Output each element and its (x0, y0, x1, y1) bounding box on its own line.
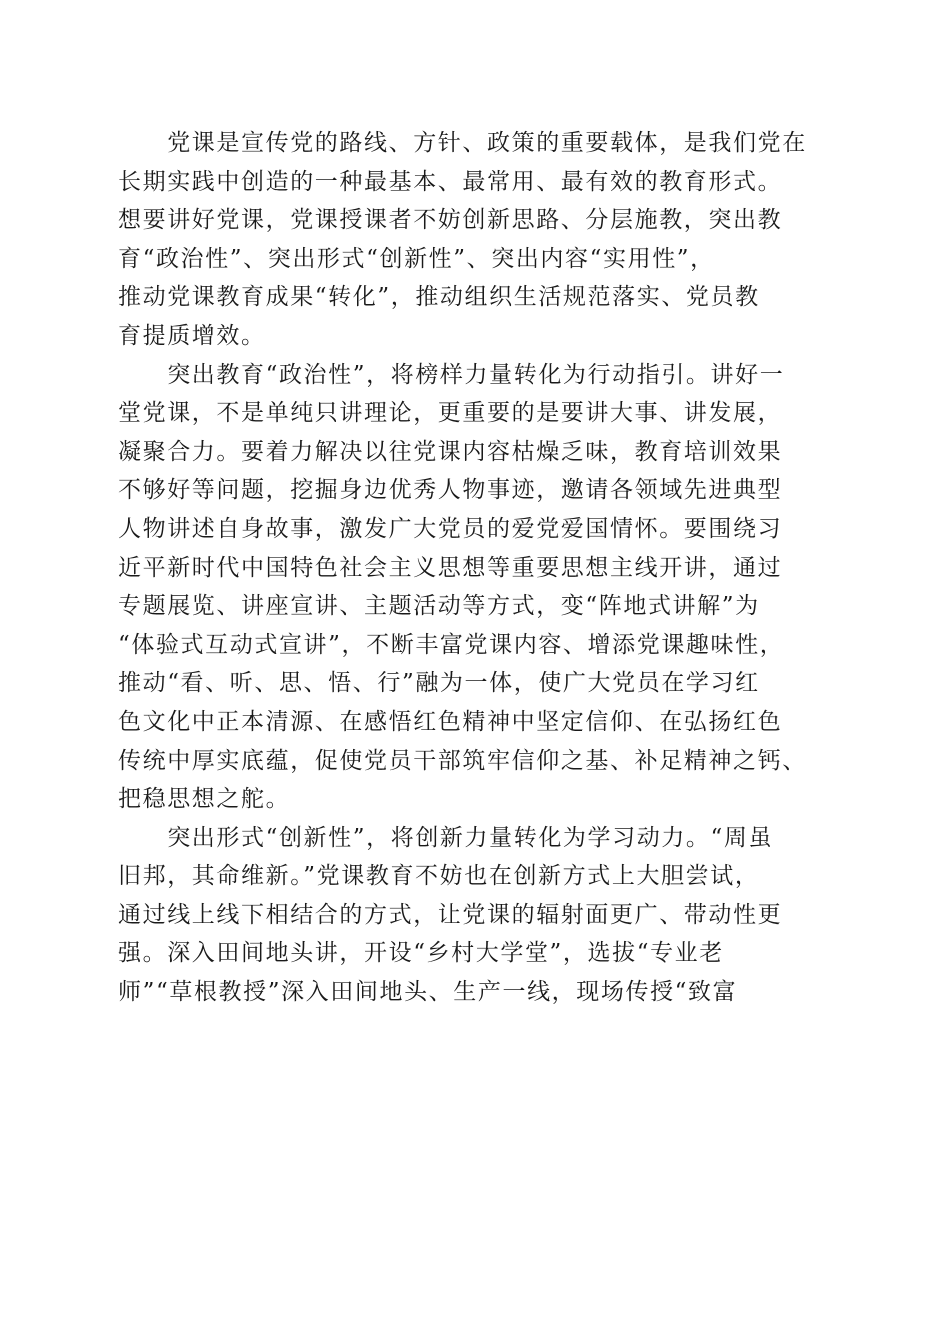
text-line: 推动党课教育成果“转化”，推动组织生活规范落实、党员教 (118, 284, 760, 311)
text-line: 旧邦，其命维新。”党课教育不妨也在创新方式上大胆尝试， (118, 863, 760, 890)
paragraph-1 (118, 124, 830, 356)
text-line: 推动“看、听、思、悟、行”融为一体，使广大党员在学习红 (118, 670, 760, 697)
paragraph-2 (118, 356, 830, 819)
text-line: 堂党课，不是单纯只讲理论，更重要的是要讲大事、讲发展， (118, 400, 783, 427)
text-line: 传统中厚实底蕴，促使党员干部筑牢信仰之基、补足精神之钙、 (118, 747, 807, 774)
text-line: 不够好等问题，挖掘身边优秀人物事迹，邀请各领域先进典型 (118, 477, 783, 504)
text-line: 突出教育“政治性”，将榜样力量转化为行动指引。讲好一 (118, 361, 785, 388)
text-line: 专题展览、讲座宣讲、主题活动等方式，变“阵地式讲解”为 (118, 593, 760, 620)
paragraph-3 (118, 819, 830, 1012)
text-line: 师”“草根教授”深入田间地头、生产一线，现场传授“致富 (118, 979, 738, 1006)
text-line: 想要讲好党课，党课授课者不妨创新思路、分层施教，突出教 (118, 207, 783, 234)
text-line: “体验式互动式宣讲”，不断丰富党课内容、增添党课趣味性， (118, 631, 785, 658)
text-line: 把稳思想之舵。 (118, 786, 291, 813)
text-line: 通过线上线下相结合的方式，让党课的辐射面更广、带动性更 (118, 901, 783, 928)
text-line: 长期实践中创造的一种最基本、最常用、最有效的教育形式。 (118, 168, 783, 195)
text-line: 色文化中正本清源、在感悟红色精神中坚定信仰、在弘扬红色 (118, 708, 783, 735)
text-line: 育提质增效。 (118, 322, 266, 349)
document-body (118, 124, 830, 1012)
text-line: 党课是宣传党的路线、方针、政策的重要载体，是我们党在 (118, 130, 807, 156)
text-line: 育“政治性”、突出形式“创新性”、突出内容“实用性”， (118, 245, 715, 272)
text-line: 凝聚合力。要着力解决以往党课内容枯燥乏味，教育培训效果 (118, 438, 783, 465)
text-line: 突出形式“创新性”，将创新力量转化为学习动力。“周虽 (118, 824, 774, 851)
text-line: 强。深入田间地头讲，开设“乡村大学堂”，选拔“专业老 (118, 940, 724, 967)
text-line: 人物讲述自身故事，激发广大党员的爱党爱国情怀。要围绕习 (118, 515, 783, 542)
text-line: 近平新时代中国特色社会主义思想等重要思想主线开讲，通过 (118, 554, 783, 581)
